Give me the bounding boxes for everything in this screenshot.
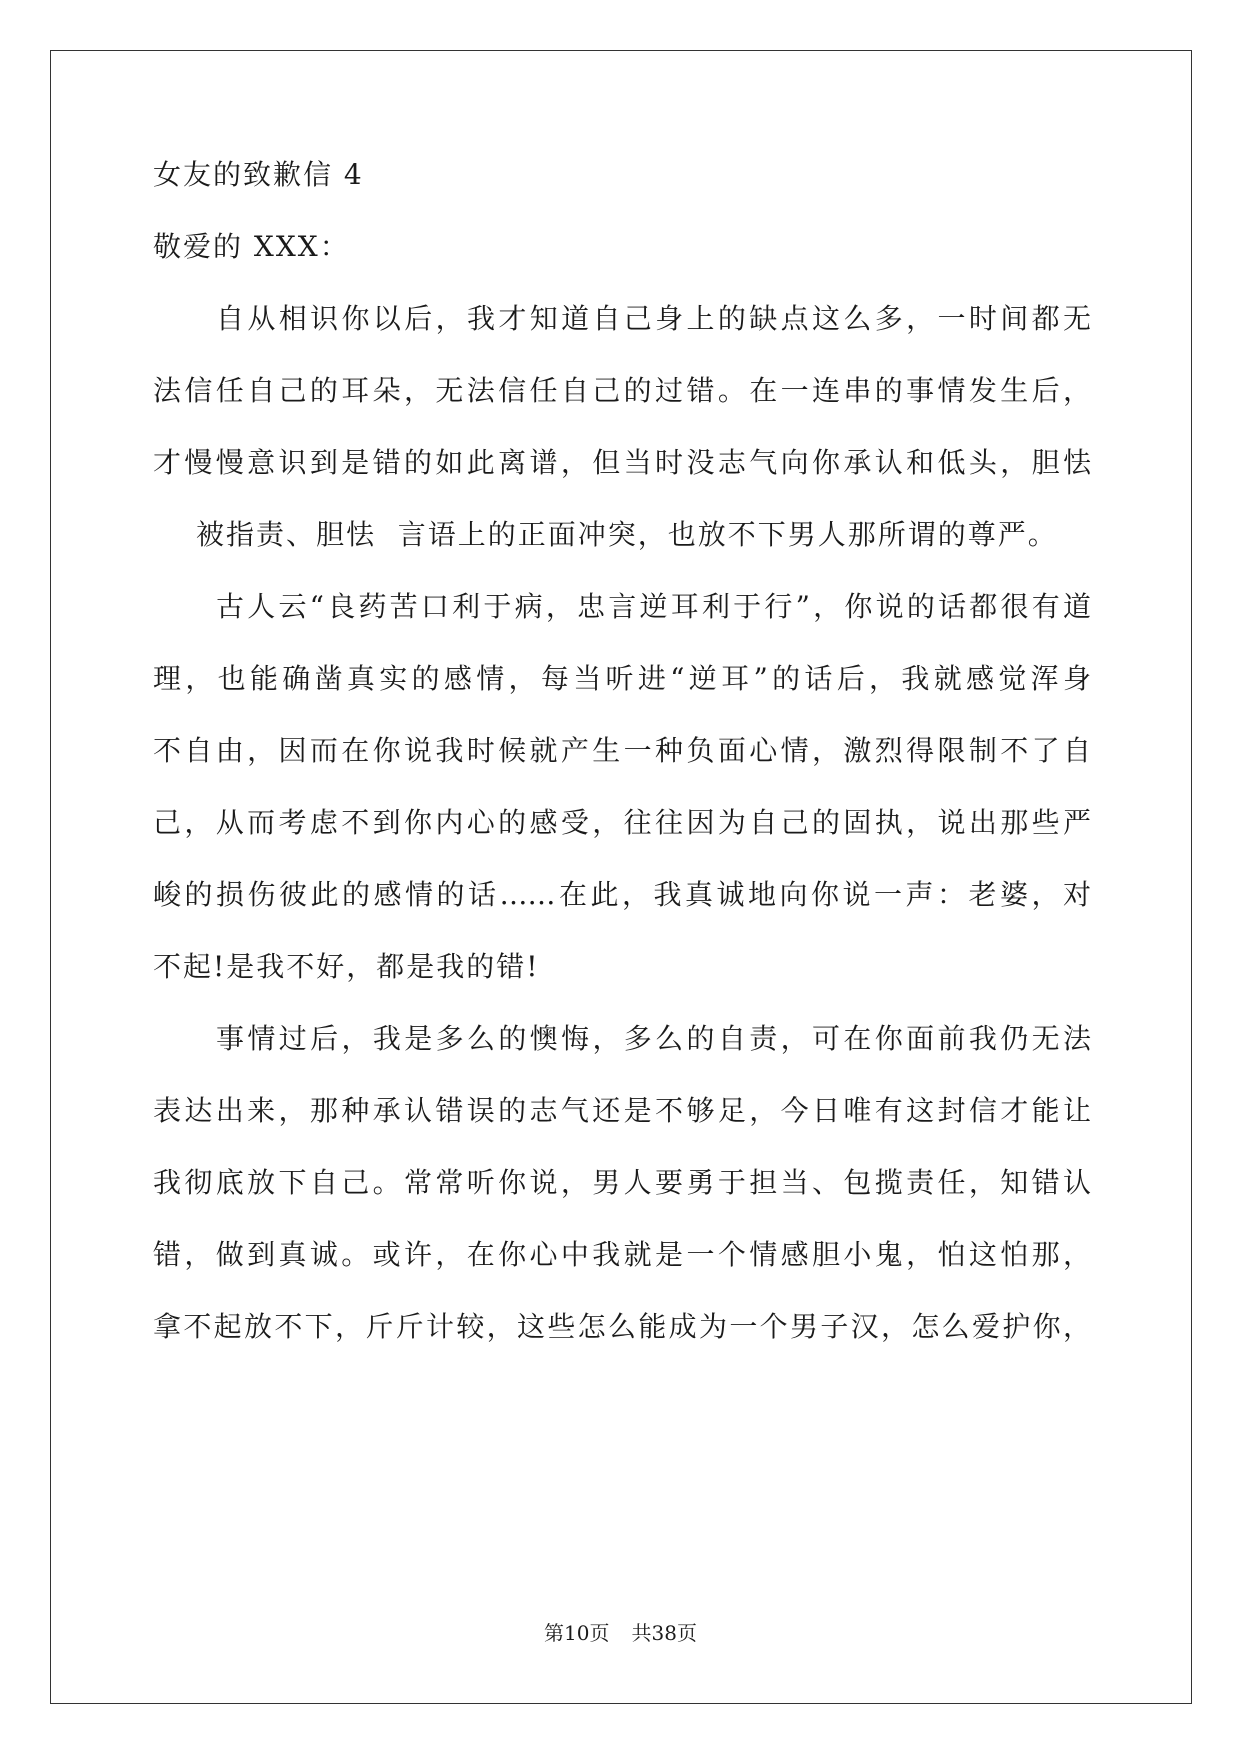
body-line-4: 被指责、胆怯 言语上的正面冲突，也放不下男人那所谓的尊严。 (196, 518, 1058, 551)
body-line-15: 拿不起放不下，斤斤计较，这些怎么能成为一个男子汉，怎么爱护你， (153, 1310, 1091, 1343)
total-suffix: 页 (676, 1621, 697, 1645)
body-line-1: 自从相识你以后，我才知道自己身上的缺点这么多，一时间都无 (216, 302, 1091, 335)
body-line-12: 表达出来，那种承认错误的志气还是不够足，今日唯有这封信才能让 (153, 1094, 1091, 1127)
letter-salutation: 敬爱的 XXX： (153, 230, 350, 263)
body-line-11: 事情过后，我是多么的懊悔，多么的自责，可在你面前我仍无法 (216, 1022, 1091, 1055)
body-line-13: 我彻底放下自己。常常听你说，男人要勇于担当、包揽责任，知错认 (153, 1166, 1091, 1199)
total-prefix: 共 (631, 1621, 652, 1645)
body-line-8: 己，从而考虑不到你内心的感受，往往因为自己的固执，说出那些严 (153, 806, 1091, 839)
page-number: 10 (564, 1621, 590, 1645)
body-line-2: 法信任自己的耳朵，无法信任自己的过错。在一连串的事情发生后， (153, 374, 1091, 407)
body-line-10: 不起!是我不好，都是我的错! (153, 950, 540, 983)
page-footer (0, 1620, 1241, 1646)
body-line-6: 理，也能确凿真实的感情，每当听进“逆耳”的话后，我就感觉浑身 (153, 662, 1091, 695)
page-suffix: 页 (589, 1621, 610, 1645)
letter-title: 女友的致歉信 4 (153, 158, 364, 191)
body-line-9: 峻的损伤彼此的感情的话……在此，我真诚地向你说一声：老婆，对 (153, 878, 1091, 911)
body-line-7: 不自由，因而在你说我时候就产生一种负面心情，激烈得限制不了自 (153, 734, 1091, 767)
body-line-3: 才慢慢意识到是错的如此离谱，但当时没志气向你承认和低头，胆怯 (153, 446, 1091, 479)
page-prefix: 第 (544, 1621, 565, 1645)
body-line-14: 错，做到真诚。或许，在你心中我就是一个情感胆小鬼，怕这怕那， (153, 1238, 1091, 1271)
total-pages: 38 (651, 1621, 677, 1645)
body-line-5: 古人云“良药苦口利于病，忠言逆耳利于行”，你说的话都很有道 (216, 590, 1091, 623)
